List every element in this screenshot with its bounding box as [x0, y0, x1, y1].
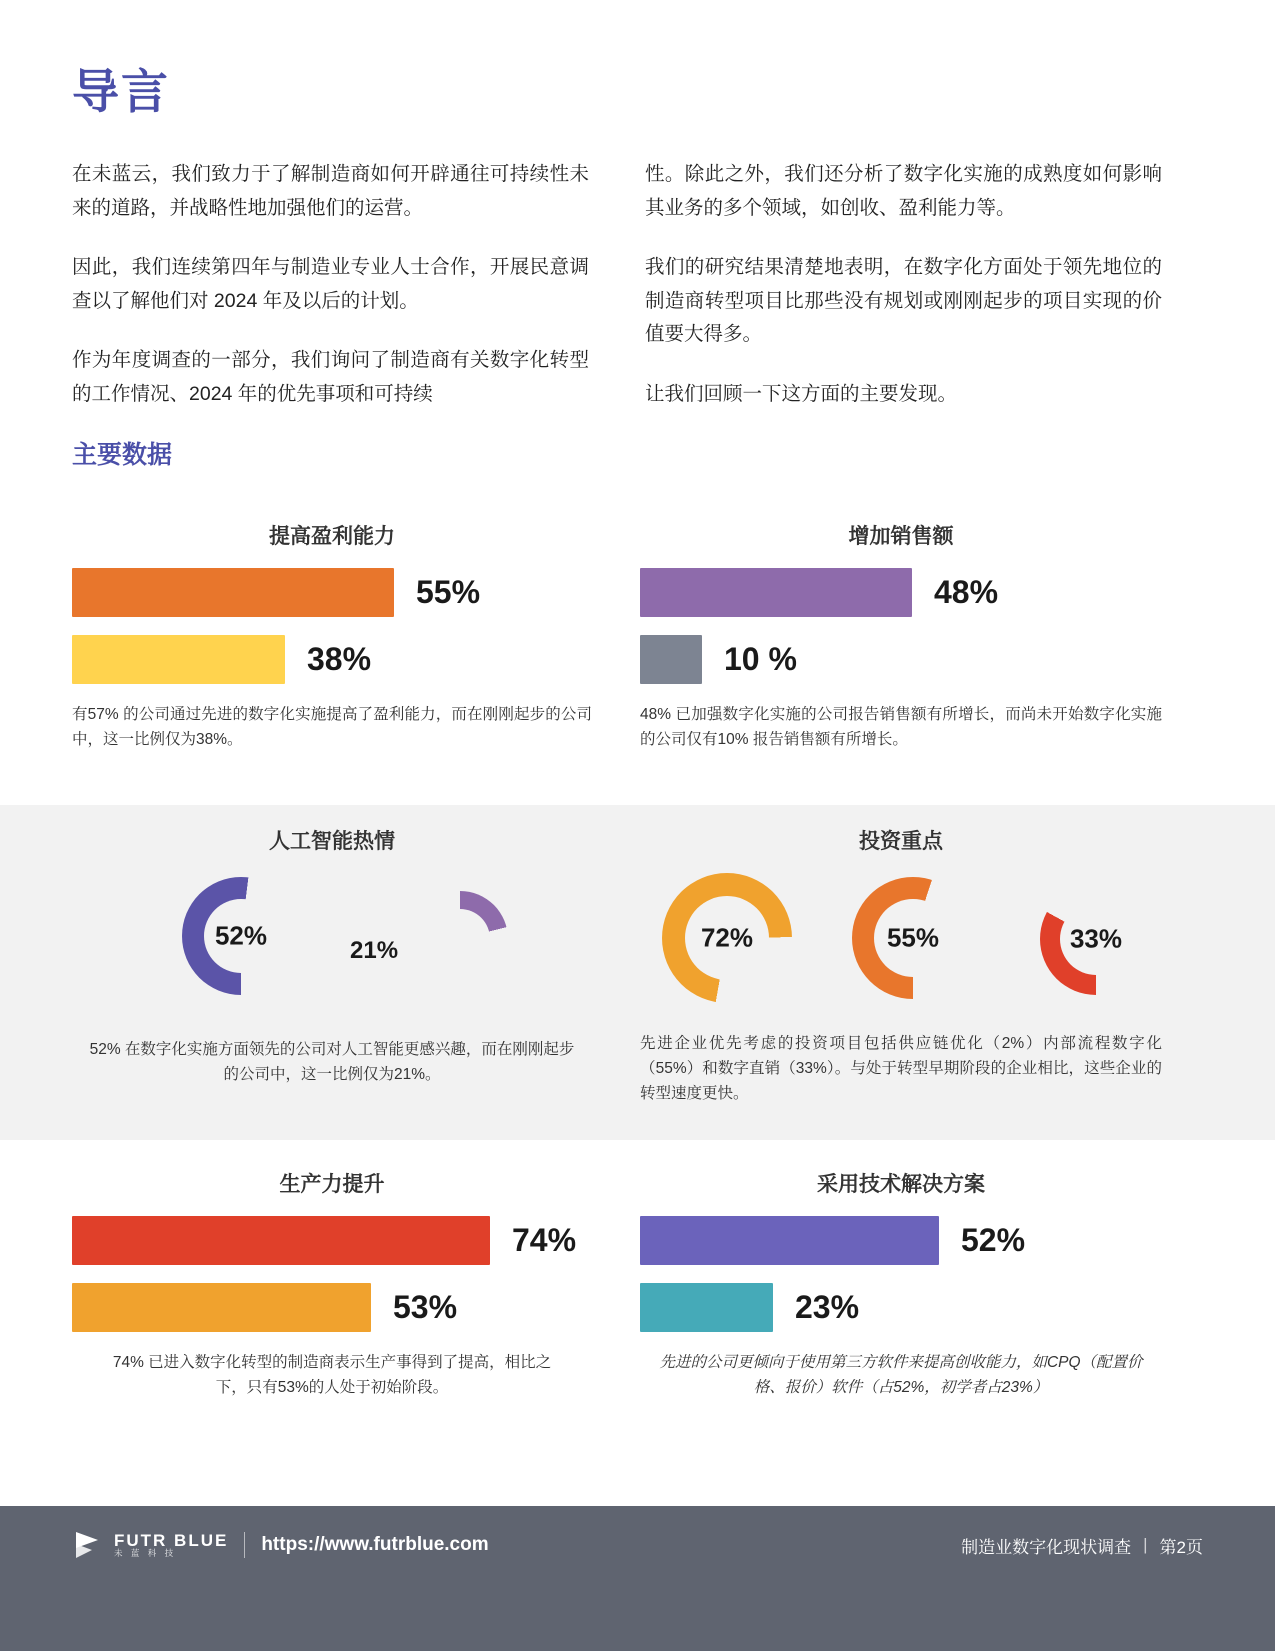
brand-name: FUTR BLUE	[114, 1530, 229, 1550]
intro-paragraph: 作为年度调查的一部分，我们询问了制造商有关数字化转型的工作情况、2024 年的优先事项和可持续	[72, 349, 589, 405]
futrblue-logo-icon	[72, 1528, 106, 1562]
brand-subtitle: 未 蓝 科 技	[114, 1548, 177, 1559]
donut-value: 21%	[350, 937, 399, 964]
donut-ring	[1040, 883, 1152, 995]
donut-ring	[662, 873, 792, 1003]
bar-value: 23%	[795, 1289, 860, 1325]
stat-caption: 有57% 的公司通过先进的数字化实施提高了盈利能力，而在刚刚起步的公司中，这一比例仅为38%。	[72, 706, 592, 749]
donut-supply-chain	[662, 873, 792, 1003]
stat-block-tech-adoption	[640, 1168, 1162, 1400]
donut-value: 52%	[214, 920, 268, 951]
bar-value: 48%	[934, 574, 999, 610]
bar-advanced	[640, 568, 912, 617]
brand-logo	[72, 1528, 228, 1562]
section-title-key-data: 主要数据	[72, 441, 173, 469]
footer-brand	[72, 1528, 489, 1562]
bar-value: 10 %	[724, 641, 797, 677]
stat-title: 提高盈利能力	[269, 525, 395, 548]
bar-advanced	[640, 1216, 939, 1265]
bar-row	[72, 635, 592, 684]
bar-row	[72, 1216, 592, 1265]
donut-value: 33%	[1069, 923, 1123, 954]
intro-columns	[72, 158, 1162, 437]
bar-value: 55%	[416, 574, 481, 610]
donut-process-digitization	[852, 877, 974, 999]
footer-website-link[interactable]: https://www.futrblue.com	[261, 1534, 489, 1555]
stat-caption: 52% 在数字化实施方面领先的公司对人工智能更感兴趣，而在刚刚起步的公司中，这一比例仅为21%。	[89, 1041, 575, 1084]
donut-beginner	[350, 891, 508, 987]
page-title: 导言	[72, 65, 170, 118]
bar-advanced	[72, 1216, 490, 1265]
stat-caption: 先进的公司更倾向于使用第三方软件来提高创收能力，如CPQ（配置价格、报价）软件（占52%，初学者占23%）	[659, 1354, 1143, 1397]
stat-title: 生产力提升	[279, 1173, 385, 1196]
bar-row	[640, 635, 1162, 684]
stat-title: 增加销售额	[848, 525, 954, 548]
donut-value: 72%	[700, 922, 754, 953]
intro-paragraph: 我们的研究结果清楚地表明，在数字化方面处于领先地位的制造商转型项目比那些没有规划或刚刚起步的项目实现的价值要大得多。	[645, 256, 1162, 346]
donut-advanced	[182, 877, 300, 995]
stat-title: 人工智能热情	[269, 830, 395, 853]
bar-row	[72, 1283, 592, 1332]
bar-value: 52%	[961, 1222, 1026, 1258]
intro-paragraph: 性。除此之外，我们还分析了数字化实施的成熟度如何影响其业务的多个领域，如创收、盈利能力等。	[645, 163, 1162, 219]
stat-caption: 48% 已加强数字化实施的公司报告销售额有所增长，而尚未开始数字化实施的公司仅有10% 报告销售额有所增长。	[640, 706, 1162, 749]
bar-beginner	[640, 1283, 773, 1332]
bar-row	[640, 1216, 1162, 1265]
bar-advanced	[72, 568, 394, 617]
donut-ring	[182, 877, 300, 995]
stat-block-profitability	[72, 520, 592, 752]
footer-content	[72, 1528, 1203, 1562]
donut-direct-sales	[1040, 883, 1152, 995]
intro-paragraph: 在未蓝云，我们致力于了解制造商如何开辟通往可持续性未来的道路，并战略性地加强他们的运营。	[72, 163, 589, 219]
footer-separator: |	[1143, 1535, 1148, 1554]
donut-group	[72, 873, 592, 1023]
bar-beginner	[72, 1283, 371, 1332]
brand-text	[114, 1532, 228, 1559]
bar-value: 38%	[307, 641, 372, 677]
bar-value: 74%	[512, 1222, 577, 1258]
bar-beginner	[640, 635, 702, 684]
intro-paragraph: 因此，我们连续第四年与制造业专业人士合作，开展民意调查以了解他们对 2024 年及以后的计划。	[72, 256, 589, 312]
stat-block-investment-focus	[640, 825, 1162, 1106]
donut-hole	[430, 909, 490, 969]
bar-row	[72, 568, 592, 617]
footer-meta	[961, 1533, 1203, 1558]
stat-title: 采用技术解决方案	[817, 1173, 985, 1196]
stat-caption: 先进企业优先考虑的投资项目包括供应链优化（2%）内部流程数字化（55%）和数字直销（33%）。与处于转型早期阶段的企业相比，这些企业的转型速度更快。	[640, 1035, 1162, 1103]
intro-column-left	[72, 158, 589, 437]
intro-paragraph: 让我们回顾一下这方面的主要发现。	[645, 382, 958, 405]
footer-doc-title: 制造业数字化现状调查	[961, 1537, 1132, 1557]
stat-block-sales	[640, 520, 1162, 752]
stat-block-ai-enthusiasm	[72, 825, 592, 1087]
intro-column-right	[645, 158, 1162, 437]
stat-caption: 74% 已进入数字化转型的制造商表示生产事得到了提高，相比之下，只有53%的人处于初始阶段。	[112, 1354, 552, 1397]
bar-value: 53%	[393, 1289, 458, 1325]
bar-row	[640, 1283, 1162, 1332]
bar-row	[640, 568, 1162, 617]
donut-value: 55%	[886, 922, 940, 953]
stat-title: 投资重点	[859, 830, 943, 853]
footer-divider	[244, 1532, 245, 1558]
bar-beginner	[72, 635, 285, 684]
stat-block-productivity	[72, 1168, 592, 1400]
page-footer	[0, 1506, 1275, 1651]
footer-page-number: 第2页	[1159, 1537, 1203, 1557]
donut-ring	[412, 891, 508, 987]
donut-ring	[852, 877, 974, 999]
donut-group	[640, 873, 1162, 1023]
